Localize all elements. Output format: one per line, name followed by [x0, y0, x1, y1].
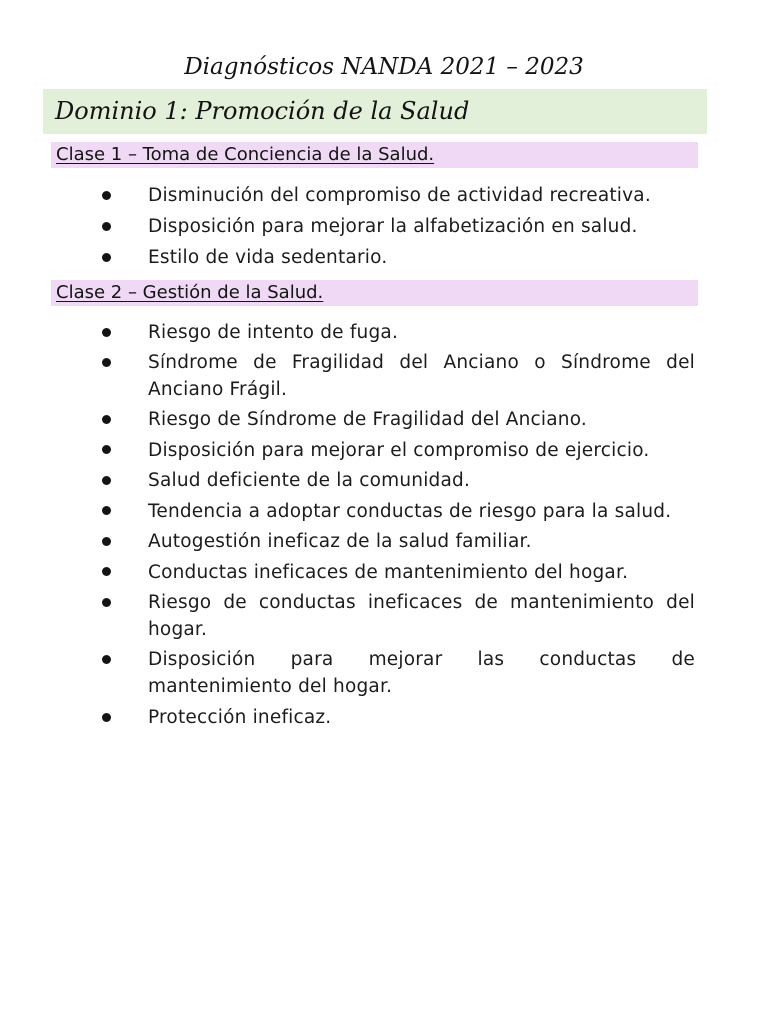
list-item — [0, 211, 768, 242]
list-item — [0, 180, 768, 211]
list-item — [0, 527, 768, 557]
class-2-banner — [51, 280, 698, 306]
class-1-banner — [51, 142, 698, 168]
list-item — [0, 435, 768, 466]
list-item-text: Tendencia a adoptar conductas de riesgo para la salud. — [148, 501, 672, 522]
list-item-text: Riesgo de intento de fuga. — [148, 322, 399, 343]
bullet-icon — [102, 567, 111, 576]
bullet-icon — [102, 506, 111, 515]
list-item-text: Salud deficiente de la comunidad. — [148, 470, 471, 491]
list-item-text: Conductas ineficaces de mantenimiento del hogar. — [148, 562, 629, 583]
list-item — [0, 318, 768, 348]
list-item-text: Riesgo de conductas ineficaces de mantenimiento del hogar. — [148, 592, 695, 640]
bullet-icon — [102, 476, 111, 485]
bullet-icon — [102, 358, 111, 367]
bullet-icon — [102, 415, 111, 424]
domain-heading: Dominio 1: Promoción de la Salud — [55, 97, 470, 125]
bullet-icon — [102, 222, 111, 231]
bullet-icon — [102, 655, 111, 664]
list-item — [0, 405, 768, 435]
list-item-text: Disposición para mejorar la alfabetización en salud. — [148, 216, 638, 237]
bullet-icon — [102, 328, 111, 337]
list-item-text: Estilo de vida sedentario. — [148, 247, 388, 268]
list-item-text: Disposición para mejorar el compromiso de ejercicio. — [148, 440, 650, 461]
class-1-list — [0, 180, 768, 273]
bullet-icon — [102, 445, 111, 454]
list-item — [0, 496, 768, 527]
list-item — [0, 557, 768, 588]
bullet-icon — [102, 598, 111, 607]
list-item — [0, 466, 768, 496]
bullet-icon — [102, 253, 111, 262]
list-item-text: Riesgo de Síndrome de Fragilidad del Anciano. — [148, 409, 587, 430]
bullet-icon — [102, 537, 111, 546]
document-title: Diagnósticos NANDA 2021 – 2023 — [184, 54, 584, 80]
list-item — [0, 348, 768, 405]
class-2-heading: Clase 2 – Gestión de la Salud. — [56, 282, 324, 303]
list-item-text: Disposición para mejorar las conductas de mantenimiento del hogar. — [148, 649, 695, 697]
bullet-icon — [102, 191, 111, 200]
list-item — [0, 645, 768, 703]
list-item-text: Disminución del compromiso de actividad recreativa. — [148, 185, 651, 206]
list-item-text: Protección ineficaz. — [148, 707, 332, 728]
class-2-list — [0, 318, 768, 733]
class-1-heading: Clase 1 – Toma de Conciencia de la Salud. — [56, 144, 435, 165]
bullet-icon — [102, 713, 111, 722]
list-item — [0, 703, 768, 733]
list-item — [0, 588, 768, 645]
domain-banner — [43, 89, 707, 134]
list-item-text: Síndrome de Fragilidad del Anciano o Síndrome del Anciano Frágil. — [148, 352, 695, 400]
list-item — [0, 242, 768, 273]
list-item-text: Autogestión ineficaz de la salud familiar. — [148, 531, 532, 552]
